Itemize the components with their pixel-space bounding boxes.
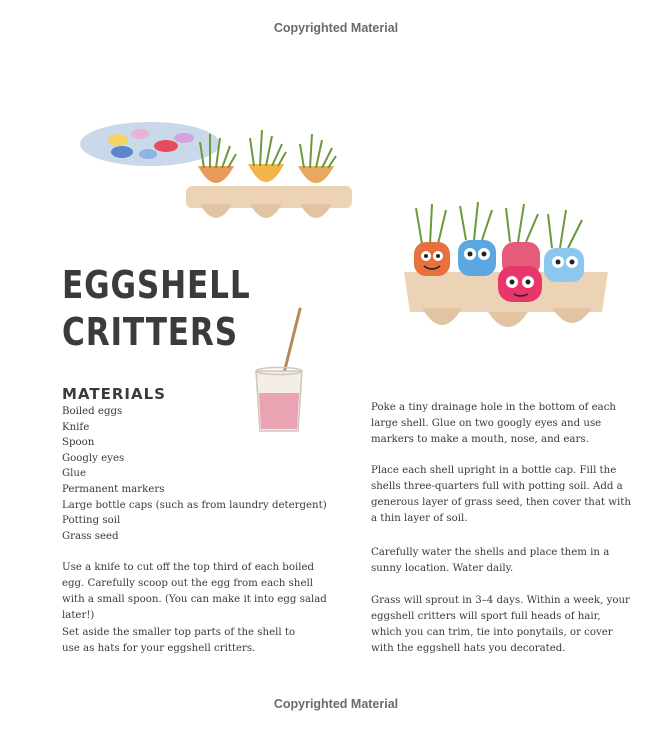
step-paragraph: Use a knife to cut off the top third of each boiled egg. Carefully scoop out the egg from each shell with a small spoon. (You can make it into egg salad later!)	[62, 562, 327, 621]
step-paragraph: Grass will sprout in 3–4 days. Within a week, your eggshell critters will sport full heads of hair, which you can trim, tie into ponytails, or cover with the eggshell hats you decorated.	[371, 595, 630, 654]
palette-and-carton-illustration	[78, 118, 356, 230]
step-paragraph: Place each shell upright in a bottle cap. Fill the shells three-quarters full with potting soil. Add a generous layer of grass seed, then cover that with a thin layer of soil.	[371, 465, 631, 524]
step-paragraph: Set aside the smaller top parts of the shell to use as hats for your eggshell critters.	[62, 627, 296, 654]
list-item: Grass seed	[62, 530, 119, 542]
list-item: Boiled eggs	[62, 406, 123, 417]
page-title	[62, 262, 251, 356]
list-item: Potting soil	[62, 515, 121, 527]
list-item: Knife	[62, 421, 90, 433]
footer-copyright: Copyrighted Material	[273, 697, 399, 711]
materials-list	[62, 404, 327, 544]
list-item: Large bottle caps (such as from laundry detergent)	[62, 499, 327, 511]
header-copyright: Copyrighted Material	[273, 21, 399, 35]
list-item: Googly eyes	[62, 452, 125, 464]
list-item: Permanent markers	[62, 483, 165, 495]
paint-palette-icon	[80, 122, 220, 166]
step-paragraph: Carefully water the shells and place them in a sunny location. Water daily.	[371, 547, 610, 574]
critter-carton-icon	[404, 202, 608, 327]
list-item: Glue	[62, 468, 86, 480]
title-line-2: CRITTERS	[62, 310, 238, 354]
title-line-1: EGGSHELL	[62, 263, 251, 307]
eggshell-critters-illustration	[402, 200, 614, 342]
list-item: Spoon	[62, 437, 95, 449]
step-paragraph: Poke a tiny drainage hole in the bottom of each large shell. Glue on two googly eyes and use markers to make a mouth, nose, and ears.	[371, 402, 616, 445]
egg-carton-icon	[186, 130, 352, 218]
materials-heading: MATERIALS	[62, 385, 166, 403]
